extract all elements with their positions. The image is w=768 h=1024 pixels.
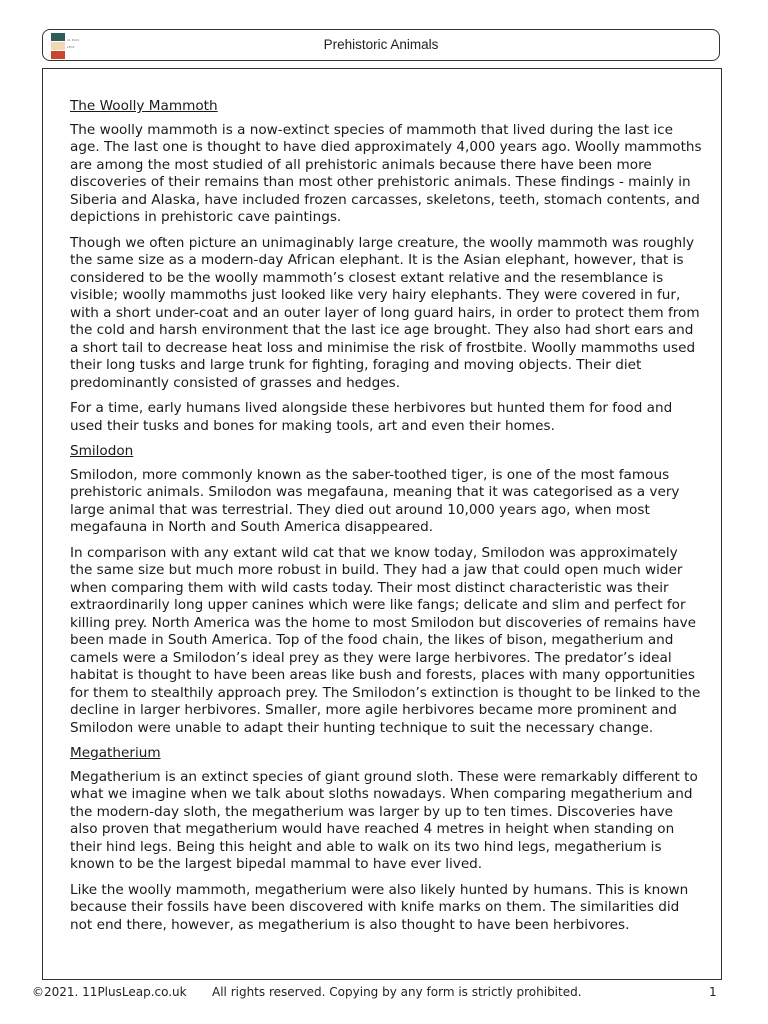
paragraph: The woolly mammoth is a now-extinct species of mammoth that lived during the last ice age. The last one is thought to have died approximately 4,000 years ago. Woolly mammoths are among the most studied of all prehistoric animals because there have been more discoveries of their remains than most other prehistoric animals. These findings - mainly in Siberia and Alaska, have included frozen carcasses, skeletons, teeth, stomach contents, and depictions in prehistoric cave paintings. bbox=[70, 121, 702, 225]
section-heading-smilodon: Smilodon bbox=[70, 443, 134, 459]
paragraph: Like the woolly mammoth, megatherium were also likely hunted by humans. This is known because their fossils have been discovered with knife marks on them. The similarities did not end there, however, as megatherium is also thought to have been herbivores. bbox=[70, 881, 689, 933]
logo-text-bottom: LEAP bbox=[67, 45, 75, 49]
footer-rights: All rights reserved. Copying by any form is strictly prohibited. bbox=[212, 985, 582, 999]
paragraph: Megatherium is an extinct species of giant ground sloth. These were remarkably different to what we imagine when we talk about sloths nowadays. When comparing megatherium and the modern-day sloth, the megatherium was larger by up to ten times. Discoveries have also proven that megatherium would have reached 4 metres in height when standing on their hind legs. Being this height and able to walk on its two hind legs, megatherium is known to be the largest bipedal mammal to have ever lived. bbox=[70, 768, 698, 872]
page-header bbox=[42, 29, 720, 61]
page-number: 1 bbox=[709, 985, 717, 999]
paragraph: For a time, early humans lived alongside these herbivores but hunted them for food and used their tusks and bones for making tools, art and even their homes. bbox=[70, 400, 673, 434]
paragraph: Though we often picture an unimaginably large creature, the woolly mammoth was roughly the same size as a modern-day African elephant. It is the Asian elephant, however, that is considered to be the woolly mammoth’s closest extant relative and the resemblance is visible; woolly mammoths just looked like very hairy elephants. They were covered in fur, with a short under-coat and an outer layer of long guard hairs, in order to protect them from the cold and harsh environment that the last ice age brought. They also had short ears and a short tail to decrease heat loss and minimise the risk of frostbite. Woolly mammoths used their long tusks and large trunk for fighting, foraging and moving objects. Their diet predominantly consisted of grasses and hedges. bbox=[70, 234, 700, 391]
logo-text-top: 11 PLUS bbox=[67, 38, 80, 42]
article-body bbox=[70, 98, 702, 942]
section-heading-megatherium: Megatherium bbox=[70, 745, 161, 761]
paragraph: In comparison with any extant wild cat that we know today, Smilodon was approximately the same size but much more robust in build. They had a jaw that could open much wider when comparing them with wild casts today. Their most distinct characteristic was their extraordinarily long upper canines which were like fangs; delicate and slim and perfect for killing prey. North America was the home to most Smilodon but discoveries of remains have been made in South America. Top of the food chain, the likes of bison, megatherium and camels were a Smilodon’s ideal prey as they were large herbivores. The predator’s ideal habitat is thought to have been areas like bush and forests, places with many opportunities for them to stealthily approach prey. The Smilodon’s extinction is thought to be linked to the decline in larger herbivores. Smaller, more agile herbivores became more prominent and Smilodon were unable to adapt their hunting technique to suit the necessary change. bbox=[70, 544, 701, 736]
footer-copyright: ©2021. 11PlusLeap.co.uk bbox=[32, 985, 187, 999]
page-footer bbox=[0, 983, 768, 1001]
paragraph: Smilodon, more commonly known as the saber-toothed tiger, is one of the most famous prehistoric animals. Smilodon was megafauna, meaning that it was categorised as a very large animal that was terrestrial. They died out around 10,000 years ago, when most megafauna in North and South America disappeared. bbox=[70, 466, 680, 535]
section-heading-woolly-mammoth: The Woolly Mammoth bbox=[70, 98, 218, 114]
page-title: Prehistoric Animals bbox=[323, 37, 439, 52]
